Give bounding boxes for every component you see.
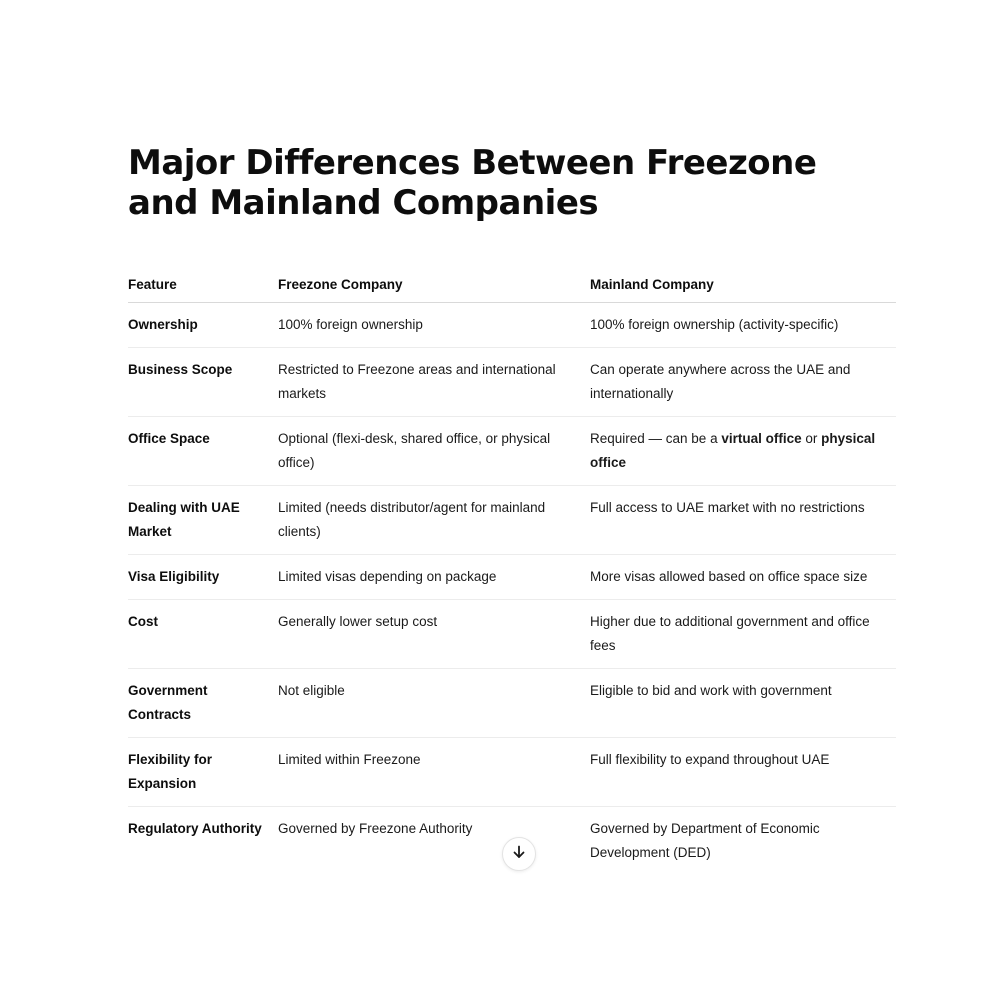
freezone-cell: Restricted to Freezone areas and international markets [278,348,590,417]
mainland-cell: Higher due to additional government and office fees [590,600,896,669]
mainland-cell: Full flexibility to expand throughout UAE [590,738,896,807]
mainland-cell: Can operate anywhere across the UAE and internationally [590,348,896,417]
table-row [128,738,896,807]
table-row [128,669,896,738]
comparison-table [128,268,896,875]
arrow-down-icon [511,844,527,865]
mainland-cell: Full access to UAE market with no restrictions [590,486,896,555]
feature-cell: Visa Eligibility [128,555,278,600]
comparison-table-container [128,268,896,875]
mainland-cell [590,417,896,486]
table-row [128,303,896,348]
feature-cell: Office Space [128,417,278,486]
header-feature: Feature [128,268,278,303]
header-freezone: Freezone Company [278,268,590,303]
mainland-text: or [801,431,822,446]
scroll-to-bottom-button[interactable] [502,837,536,871]
mainland-emphasis: virtual office [721,431,802,446]
feature-cell: Cost [128,600,278,669]
mainland-cell: More visas allowed based on office space size [590,555,896,600]
freezone-cell: Limited within Freezone [278,738,590,807]
feature-cell: Government Contracts [128,669,278,738]
mainland-cell: Eligible to bid and work with government [590,669,896,738]
table-row [128,348,896,417]
mainland-cell: Governed by Department of Economic Development (DED) [590,821,820,860]
mainland-text: Required — can be a [590,431,722,446]
feature-cell: Regulatory Authority [128,821,262,836]
freezone-cell: Governed by Freezone Authority [278,821,473,836]
table-header-row [128,268,896,303]
freezone-cell: 100% foreign ownership [278,303,590,348]
mainland-emphasis: physical office [590,431,876,470]
freezone-cell: Limited (needs distributor/agent for mainland clients) [278,486,590,555]
table-row [128,600,896,669]
header-mainland: Mainland Company [590,268,896,303]
freezone-cell: Generally lower setup cost [278,600,590,669]
freezone-cell: Limited visas depending on package [278,555,590,600]
mainland-cell: 100% foreign ownership (activity-specific) [590,303,896,348]
freezone-cell: Not eligible [278,669,590,738]
table-row [128,555,896,600]
table-row [128,417,896,486]
table-row [128,486,896,555]
feature-cell: Dealing with UAE Market [128,486,278,555]
page-title: Major Differences Between Freezone and Mainland Companies [128,143,817,223]
feature-cell: Flexibility for Expansion [128,738,278,807]
freezone-cell: Optional (flexi-desk, shared office, or physical office) [278,417,590,486]
feature-cell: Business Scope [128,348,278,417]
feature-cell: Ownership [128,303,278,348]
